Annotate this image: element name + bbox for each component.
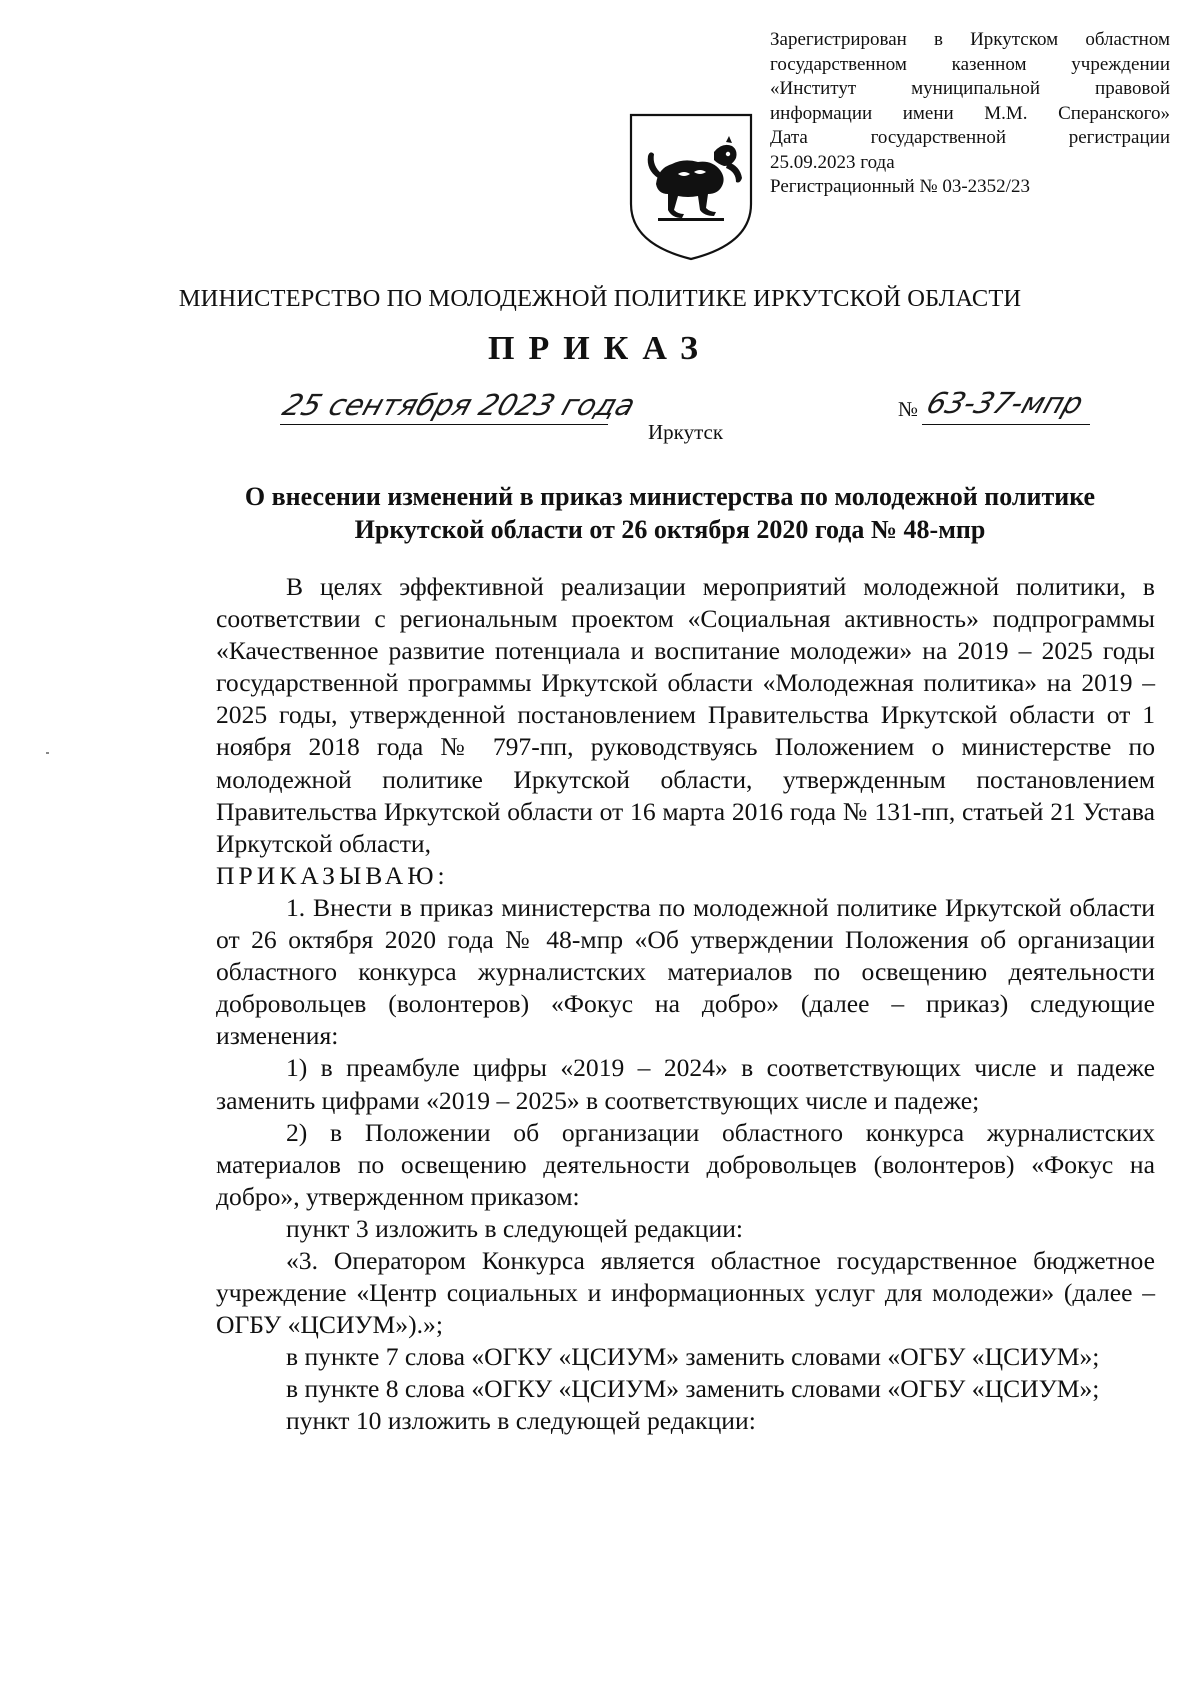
registration-line: Зарегистрирован в Иркутском областном xyxy=(770,29,1170,50)
order-body xyxy=(216,571,1155,1438)
coat-of-arms-icon xyxy=(628,112,754,262)
registration-date: 25.09.2023 года xyxy=(770,151,895,173)
paragraph-1-1: 1) в преамбуле цифры «2019 – 2024» в соответствующих числе и падеже заменить цифрами «2019 – 2025» в соответствующих числе и падеже; xyxy=(216,1053,1155,1115)
order-word: ПРИКАЗЫВАЮ: xyxy=(216,860,449,890)
scan-speck xyxy=(46,752,49,754)
paragraph-1-2: 2) в Положении об организации областного конкурса журналистских материалов по освещению деятельности добровольцев (волонтеров) «Фокус на добро», утвержденном приказом: xyxy=(216,1117,1155,1211)
registration-line: «Институт муниципальной правовой xyxy=(770,78,1170,99)
registration-stamp xyxy=(770,28,1170,200)
point-7-change: в пункте 7 слова «ОГКУ «ЦСИУМ» заменить словами «ОГБУ «ЦСИУМ»; xyxy=(286,1342,1100,1372)
date-underline xyxy=(280,424,608,425)
registration-line: государственном казенном учреждении xyxy=(770,53,1170,75)
order-title xyxy=(190,480,1150,546)
city-name: Иркутск xyxy=(648,420,724,444)
order-title-line: О внесении изменений в приказ министерства по молодежной политике xyxy=(244,482,1096,511)
order-title-line: Иркутской области от 26 октября 2020 года № 48-мпр xyxy=(354,515,986,544)
order-number-handwritten: 63-37-мпр xyxy=(922,386,1088,420)
registration-line: информации имени М.М. Сперанского» xyxy=(770,102,1170,124)
preamble-paragraph: В целях эффективной реализации мероприятий молодежной политики, в соответствии с региональным проектом «Социальная активность» подпрограммы «Качественное развитие потенциала и воспитание молодежи» на 2019 – 2025 годы государственной программы Иркутской области «Молодежная политика» на 2019 – 2025 годы, утвержденной постановлением Правительства Иркутской области от 1 ноября 2018 года № 797-пп, руководствуясь Положением о министерстве по молодежной политике Иркутской области, утвержденным постановлением Правительства Иркутской области от 16 марта 2016 года № 131-пп, статьей 21 Устава Иркутской области, xyxy=(216,572,1155,858)
order-date-handwritten: 25 сентября 2023 года xyxy=(278,388,640,422)
point-3-text: «3. Оператором Конкурса является областное государственное бюджетное учреждение «Центр социальных и информационных услуг для молодежи» (далее – ОГБУ «ЦСИУМ»).»; xyxy=(216,1245,1155,1340)
point-3-intro: пункт 3 изложить в следующей редакции: xyxy=(286,1213,744,1243)
registration-number: Регистрационный № 03-2352/23 xyxy=(770,176,1030,197)
point-8-change: в пункте 8 слова «ОГКУ «ЦСИУМ» заменить словами «ОГБУ «ЦСИУМ»; xyxy=(286,1374,1100,1404)
registration-line: Дата государственной регистрации xyxy=(770,127,1170,148)
point-10-intro: пункт 10 изложить в следующей редакции: xyxy=(286,1406,756,1436)
paragraph-1: 1. Внести в приказ министерства по молодежной политике Иркутской области от 26 октября 2020 года № 48-мпр «Об утверждении Положения об организации областного конкурса журналистских материалов по освещению деятельности добровольцев (волонтеров) «Фокус на добро» (далее – приказ) следующие изменения: xyxy=(216,892,1155,1051)
document-type: ПРИКАЗ xyxy=(488,330,712,367)
number-underline xyxy=(922,424,1090,425)
ministry-name: МИНИСТЕРСТВО ПО МОЛОДЕЖНОЙ ПОЛИТИКЕ ИРКУТСКОЙ ОБЛАСТИ xyxy=(178,285,1022,312)
order-number-label: № xyxy=(898,397,919,421)
